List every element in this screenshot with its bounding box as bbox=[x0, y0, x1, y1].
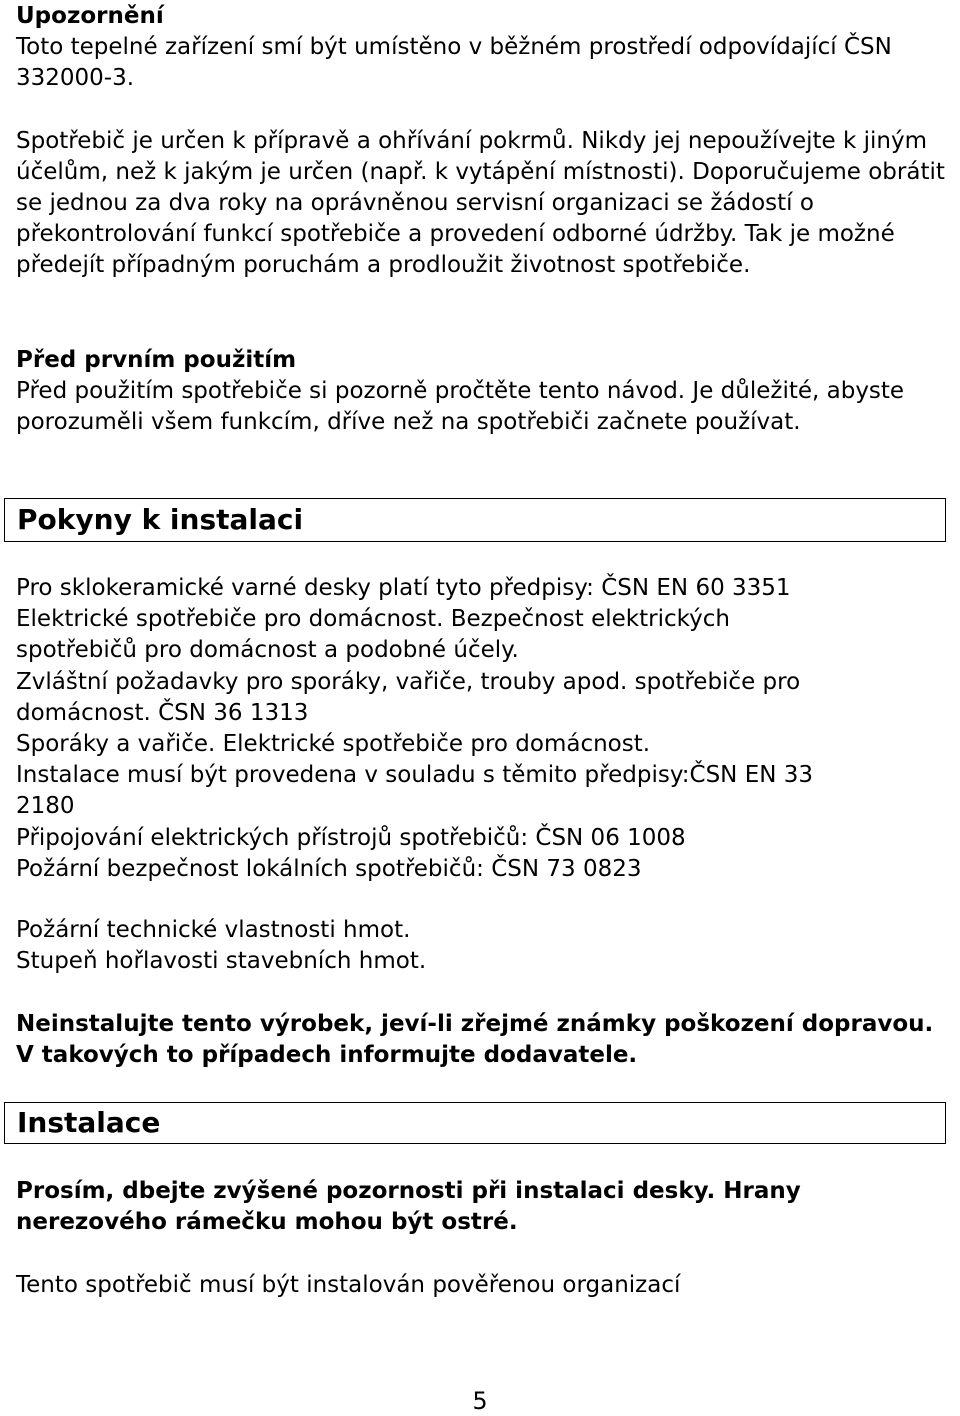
regulation-line: Instalace musí být provedena v souladu s těmito předpisy:ČSN EN 33 bbox=[16, 762, 814, 789]
installation-caution-text: Prosím, dbejte zvýšené pozornosti při instalaci desky. Hrany nerezového rámečku mohou být ostré. bbox=[16, 1178, 801, 1236]
regulation-line: domácnost. ČSN 36 1313 bbox=[16, 699, 309, 726]
regulation-line: Elektrické spotřebiče pro domácnost. Bezpečnost elektrických bbox=[16, 606, 730, 633]
warning-paragraph-2: Spotřebič je určen k přípravě a ohřívání pokrmů. Nikdy jej nepoužívejte k jiným účelům, než k jakým je určen (např. k vytápění místnosti). Doporučujeme obrátit se jednou za dva roky na oprávněnou servisní organizaci se žádostí o překontrolování funkcí spotřebiče a provedení odborné údržby. Tak je možné předejít případným poruchám a prodloužit životnost spotřebiče. bbox=[16, 127, 945, 279]
installation-text-block bbox=[16, 1270, 954, 1301]
install-instructions-heading: Pokyny k instalaci bbox=[17, 503, 304, 536]
installation-heading-box bbox=[4, 1102, 946, 1144]
regulation-line: 2180 bbox=[16, 793, 75, 820]
install-regulations-block bbox=[16, 573, 954, 885]
installation-text: Tento spotřebič musí být instalován pověřenou organizací bbox=[16, 1272, 681, 1298]
regulation-line: Zvláštní požadavky pro sporáky, vařiče, trouby apod. spotřebiče pro bbox=[16, 668, 801, 695]
installation-caution-block bbox=[16, 1176, 954, 1238]
regulation-line: Sporáky a vařiče. Elektrické spotřebiče pro domácnost. bbox=[16, 731, 651, 758]
regulation-line: Požární bezpečnost lokálních spotřebičů: ČSN 73 0823 bbox=[16, 855, 642, 882]
regulation-line: Připojování elektrických přístrojů spotřebičů: ČSN 06 1008 bbox=[16, 824, 686, 851]
damage-warning-block bbox=[16, 1009, 954, 1071]
installation-heading: Instalace bbox=[17, 1106, 161, 1139]
regulation-line: Pro sklokeramické varné desky platí tyto předpisy: ČSN EN 60 3351 bbox=[16, 575, 791, 601]
before-use-heading: Před prvním použitím bbox=[16, 347, 297, 373]
before-use-section bbox=[16, 345, 954, 439]
before-use-text: Před použitím spotřebiče si pozorně pročtěte tento návod. Je důležité, abyste porozuměli všem funkcím, dříve než na spotřebiči začnete používat. bbox=[16, 378, 905, 436]
warning-heading: Upozornění bbox=[16, 3, 164, 29]
install-instructions-heading-box bbox=[4, 498, 946, 542]
warning-section bbox=[16, 1, 954, 282]
warning-paragraph-1: Toto tepelné zařízení smí být umístěno v běžném prostředí odpovídající ČSN 332000-3. bbox=[16, 34, 892, 92]
fire-line: Stupeň hořlavosti stavebních hmot. bbox=[16, 948, 427, 975]
page-number: 5 bbox=[472, 1387, 488, 1415]
regulation-line: spotřebičů pro domácnost a podobné účely. bbox=[16, 637, 519, 664]
fire-properties-block bbox=[16, 915, 954, 977]
fire-line: Požární technické vlastnosti hmot. bbox=[16, 917, 411, 943]
damage-warning-text: Neinstalujte tento výrobek, jeví-li zřejmé známky poškození dopravou. V takových to případech informujte dodavatele. bbox=[16, 1011, 934, 1069]
